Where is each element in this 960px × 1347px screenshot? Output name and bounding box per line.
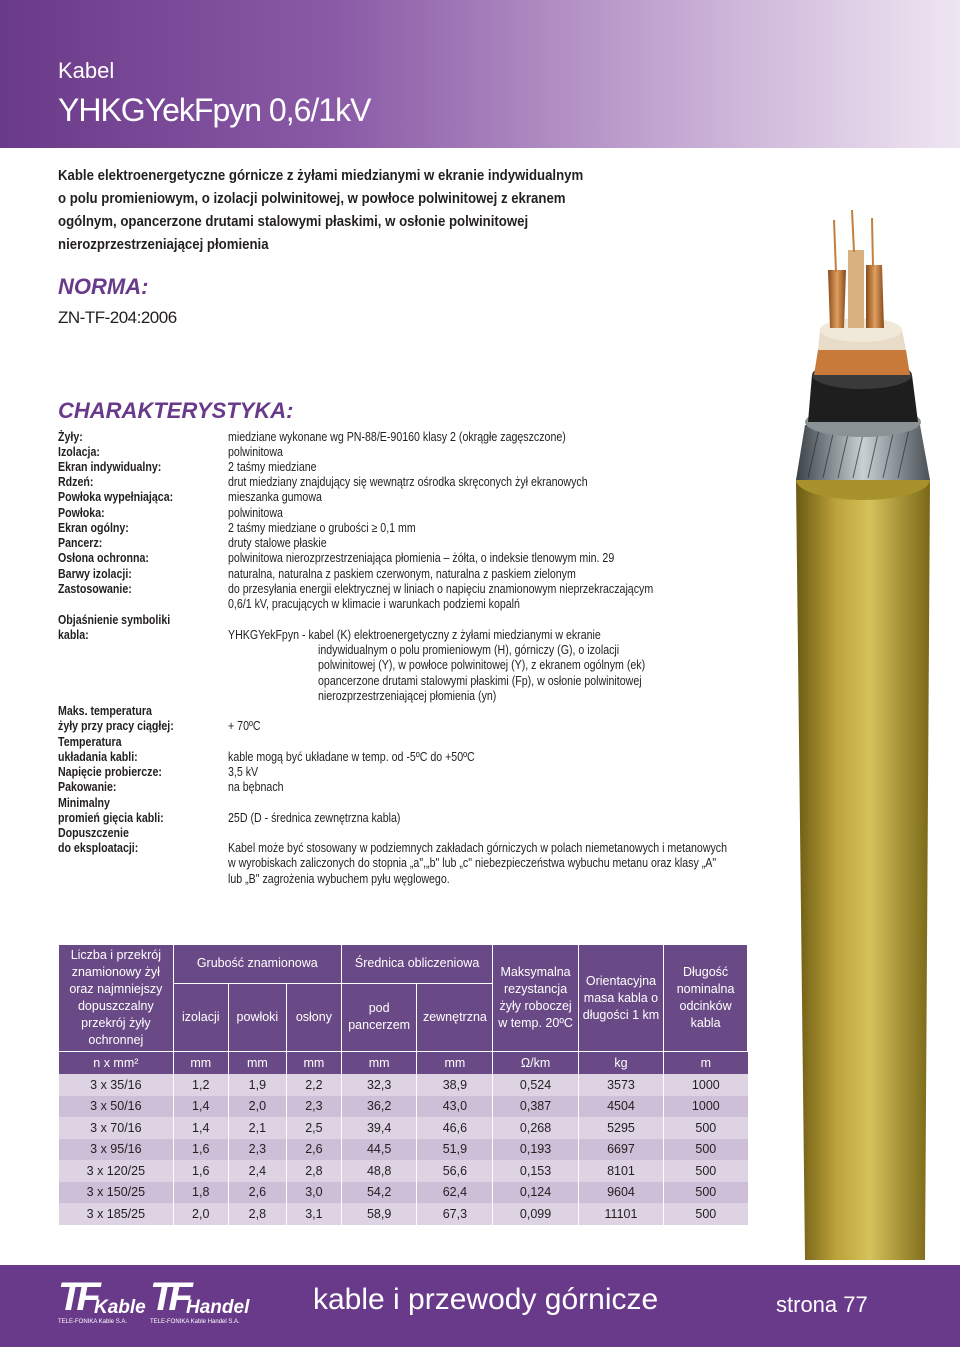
spec-value: 0,6/1 kV, pracujących w klimacie i warunkach podziemi kopalń xyxy=(228,597,520,611)
header-subtitle: Kabel xyxy=(58,58,115,83)
spec-value: Kabel może być stosowany w podziemnych zakładach górniczych w polach niemetanowych i metanowych xyxy=(228,841,728,855)
intro-line: nierozprzestrzeniającej płomienia xyxy=(58,236,269,253)
charakterystyka-heading: CHARAKTERYSTYKA: xyxy=(58,398,294,423)
table-cell: 9604 xyxy=(578,1182,663,1204)
unit-cell: Ω/km xyxy=(493,1052,578,1075)
table-cell: 2,8 xyxy=(228,1203,286,1225)
table-cell: 58,9 xyxy=(341,1203,417,1225)
spec-value: w wyrobiskach zaliczonych do stopnia „a",„b" lub „c" niebezpieczeństwa wybuchu metanu oraz klasy „A" xyxy=(228,856,717,870)
table-cell: 3 x 150/25 xyxy=(59,1182,174,1204)
table-row xyxy=(59,1160,748,1182)
footer-title: kable i przewody górnicze xyxy=(313,1283,659,1316)
table-cell: 56,6 xyxy=(417,1160,493,1182)
spec-label: Barwy izolacji: xyxy=(58,567,132,581)
table-cell: 1000 xyxy=(664,1074,748,1096)
table-cell: 3573 xyxy=(578,1074,663,1096)
table-cell: 0,099 xyxy=(493,1203,578,1225)
table-cell: 43,0 xyxy=(417,1096,493,1118)
cable-data-table xyxy=(58,944,748,1225)
table-cell: 54,2 xyxy=(341,1182,417,1204)
table-cell: 48,8 xyxy=(341,1160,417,1182)
logo-name: Kable xyxy=(94,1297,146,1318)
table-cell: 2,2 xyxy=(286,1074,341,1096)
table-cell: 5295 xyxy=(578,1117,663,1139)
table-cell: 500 xyxy=(664,1182,748,1204)
table-cell: 1,6 xyxy=(173,1139,228,1161)
spec-value: + 70ºC xyxy=(228,719,261,733)
table-row xyxy=(59,1096,748,1118)
unit-cell: mm xyxy=(341,1052,417,1075)
table-cell: 6697 xyxy=(578,1139,663,1161)
table-cell: 3,1 xyxy=(286,1203,341,1225)
table-cell: 32,3 xyxy=(341,1074,417,1096)
spec-label: Maks. temperatura xyxy=(58,704,152,718)
spec-label: Napięcie probiercze: xyxy=(58,765,162,779)
subheader: zewnętrzna xyxy=(417,983,493,1051)
spec-value: na bębnach xyxy=(228,780,284,794)
spec-label: Ekran indywidualny: xyxy=(58,460,162,474)
spec-value: 3,5 kV xyxy=(228,765,259,779)
table-cell: 2,4 xyxy=(228,1160,286,1182)
table-cell: 1,4 xyxy=(173,1117,228,1139)
col-header-przekroj: Liczba i przekrój znamionowy żył oraz najmniejszy dopuszczalny przekrój żyły ochronnej xyxy=(59,945,174,1052)
spec-label: promień gięcia kabli: xyxy=(58,811,164,825)
table-cell: 11101 xyxy=(578,1203,663,1225)
col-header-srednica: Średnica obliczeniowa xyxy=(341,945,493,984)
spec-label: Osłona ochronna: xyxy=(58,551,149,565)
spec-value: YHKGYekFpyn - kabel (K) elektroenergetyczny z żyłami miedzianymi w ekranie xyxy=(228,628,601,642)
table-cell: 0,124 xyxy=(493,1182,578,1204)
table-cell: 0,193 xyxy=(493,1139,578,1161)
spec-value: nierozprzestrzeniającej płomienia (yn) xyxy=(318,689,497,703)
subheader: izolacji xyxy=(173,983,228,1051)
table-cell: 1,4 xyxy=(173,1096,228,1118)
table-cell: 3 x 185/25 xyxy=(59,1203,174,1225)
spec-label: Minimalny xyxy=(58,796,110,810)
spec-label: do eksploatacji: xyxy=(58,841,139,855)
unit-cell: mm xyxy=(286,1052,341,1075)
norma-heading: NORMA: xyxy=(58,274,149,299)
spec-label: Pancerz: xyxy=(58,536,103,550)
spec-value: lub „B" zagrożenia wybuchem pyłu węglowego. xyxy=(228,872,450,886)
table-cell: 2,5 xyxy=(286,1117,341,1139)
table-row xyxy=(59,1139,748,1161)
unit-cell: mm xyxy=(417,1052,493,1075)
table-cell: 3 x 95/16 xyxy=(59,1139,174,1161)
unit-cell: kg xyxy=(578,1052,663,1075)
spec-label: Pakowanie: xyxy=(58,780,117,794)
table-cell: 2,8 xyxy=(286,1160,341,1182)
spec-label: Rdzeń: xyxy=(58,475,94,489)
logo-company: TELE-FONIKA Kable S.A. xyxy=(58,1319,128,1325)
table-cell: 3,0 xyxy=(286,1182,341,1204)
table-row xyxy=(59,1182,748,1204)
table-row xyxy=(59,1074,748,1096)
spec-value: 2 taśmy miedziane xyxy=(228,460,317,474)
units-row xyxy=(59,1052,748,1075)
spec-value: indywidualnym o polu promieniowym (H), górniczy (G), o izolacji xyxy=(318,643,620,657)
table-cell: 0,268 xyxy=(493,1117,578,1139)
table-cell: 3 x 120/25 xyxy=(59,1160,174,1182)
spec-value: druty stalowe płaskie xyxy=(228,536,327,550)
table-cell: 0,387 xyxy=(493,1096,578,1118)
col-header-dlugosc: Długość nominalna odcinków kabla xyxy=(664,945,748,1052)
spec-value: miedziane wykonane wg PN-88/E-90160 klasy 2 (okrągłe zagęszczone) xyxy=(228,430,566,444)
spec-value: polwinitowa xyxy=(228,445,283,459)
intro-line: o polu promieniowym, o izolacji polwinitowej, w powłoce polwinitowej z ekranem xyxy=(58,190,566,207)
spec-label: Powłoka: xyxy=(58,506,105,520)
spec-label: Dopuszczenie xyxy=(58,826,129,840)
table-cell: 2,6 xyxy=(228,1182,286,1204)
table-cell: 500 xyxy=(664,1160,748,1182)
spec-label: Temperatura xyxy=(58,735,122,749)
table-cell: 500 xyxy=(664,1203,748,1225)
table-cell: 36,2 xyxy=(341,1096,417,1118)
tf-mark: TF xyxy=(150,1275,187,1319)
spec-label: Ekran ogólny: xyxy=(58,521,129,535)
spec-label: kabla: xyxy=(58,628,89,642)
subheader: pod pancerzem xyxy=(341,983,417,1051)
table-cell: 44,5 xyxy=(341,1139,417,1161)
table-cell: 46,6 xyxy=(417,1117,493,1139)
table-cell: 2,3 xyxy=(228,1139,286,1161)
logo-company: TELE-FONIKA Kable Handel S.A. xyxy=(150,1319,240,1325)
spec-value: polwinitowej (Y), w powłoce polwinitowej (Y), z ekranem ogólnym (ek) xyxy=(318,658,646,672)
spec-label: żyły przy pracy ciągłej: xyxy=(58,719,174,733)
product-title: YHKGYekFpyn 0,6/1kV xyxy=(58,92,371,128)
subheader: powłoki xyxy=(228,983,286,1051)
spec-label: Izolacja: xyxy=(58,445,100,459)
table-cell: 3 x 35/16 xyxy=(59,1074,174,1096)
table-cell: 39,4 xyxy=(341,1117,417,1139)
tf-mark: TF xyxy=(58,1275,95,1319)
spec-label: Zastosowanie: xyxy=(58,582,132,596)
spec-value: drut miedziany znajdujący się wewnątrz ośrodka skręconych żył ekranowych xyxy=(228,475,588,489)
table-cell: 1000 xyxy=(664,1096,748,1118)
spec-value: 2 taśmy miedziane o grubości ≥ 0,1 mm xyxy=(228,521,416,535)
intro-text xyxy=(58,164,639,256)
table-cell: 2,0 xyxy=(173,1203,228,1225)
table-cell: 2,6 xyxy=(286,1139,341,1161)
table-cell: 3 x 50/16 xyxy=(59,1096,174,1118)
table-cell: 500 xyxy=(664,1117,748,1139)
table-cell: 2,0 xyxy=(228,1096,286,1118)
table-cell: 1,8 xyxy=(173,1182,228,1204)
table-cell: 51,9 xyxy=(417,1139,493,1161)
table-cell: 1,6 xyxy=(173,1160,228,1182)
unit-cell: mm xyxy=(228,1052,286,1075)
page-header xyxy=(0,0,960,148)
spec-label: Powłoka wypełniająca: xyxy=(58,490,174,504)
intro-line: Kable elektroenergetyczne górnicze z żyłami miedzianymi w ekranie indywidualnym xyxy=(58,167,584,184)
spec-value: 25D (D - średnica zewnętrzna kabla) xyxy=(228,811,401,825)
table-cell: 67,3 xyxy=(417,1203,493,1225)
subheader: osłony xyxy=(286,983,341,1051)
spec-value: do przesyłania energii elektrycznej w liniach o napięciu znamionowym nieprzekraczającym xyxy=(228,582,654,596)
unit-cell: n x mm² xyxy=(59,1052,174,1075)
table-cell: 4504 xyxy=(578,1096,663,1118)
table-cell: 0,524 xyxy=(493,1074,578,1096)
table-cell: 8101 xyxy=(578,1160,663,1182)
table-row xyxy=(59,1203,748,1225)
col-header-grubosc: Grubość znamionowa xyxy=(173,945,341,984)
spec-value: polwinitowa xyxy=(228,506,283,520)
spec-label: układania kabli: xyxy=(58,750,138,764)
spec-value: kable mogą być układane w temp. od -5ºC do +50ºC xyxy=(228,750,475,764)
table-cell: 3 x 70/16 xyxy=(59,1117,174,1139)
table-cell: 0,153 xyxy=(493,1160,578,1182)
norma-value: ZN-TF-204:2006 xyxy=(58,308,177,327)
spec-value: polwinitowa nierozprzestrzeniająca płomienia – żółta, o indeksie tlenowym min. 29 xyxy=(228,551,615,565)
table-cell: 38,9 xyxy=(417,1074,493,1096)
table-cell: 2,3 xyxy=(286,1096,341,1118)
col-header-masa: Orientacyjna masa kabla o długości 1 km xyxy=(578,945,663,1052)
spec-value: naturalna, naturalna z paskiem czerwonym, naturalna z paskiem zielonym xyxy=(228,567,576,581)
spec-value: mieszanka gumowa xyxy=(228,490,322,504)
spec-label: Żyły: xyxy=(58,430,83,444)
page-number: strona 77 xyxy=(776,1292,868,1317)
table-cell: 1,2 xyxy=(173,1074,228,1096)
unit-cell: mm xyxy=(173,1052,228,1075)
intro-line: ogólnym, opancerzone drutami stalowymi płaskimi, w osłonie polwinitowej xyxy=(58,213,529,230)
table-cell: 2,1 xyxy=(228,1117,286,1139)
table-cell: 500 xyxy=(664,1139,748,1161)
spec-value: opancerzone drutami stalowymi płaskimi (Fp), w osłonie polwinitowej xyxy=(318,674,642,688)
table-cell: 1,9 xyxy=(228,1074,286,1096)
logo-name: Handel xyxy=(186,1297,250,1318)
spec-label: Objaśnienie symboliki xyxy=(58,613,171,627)
table-cell: 62,4 xyxy=(417,1182,493,1204)
table-row xyxy=(59,1117,748,1139)
cable-illustration xyxy=(760,210,960,1260)
col-header-rezystancja: Maksymalna rezystancja żyły roboczej w temp. 20ºC xyxy=(493,945,578,1052)
unit-cell: m xyxy=(664,1052,748,1075)
